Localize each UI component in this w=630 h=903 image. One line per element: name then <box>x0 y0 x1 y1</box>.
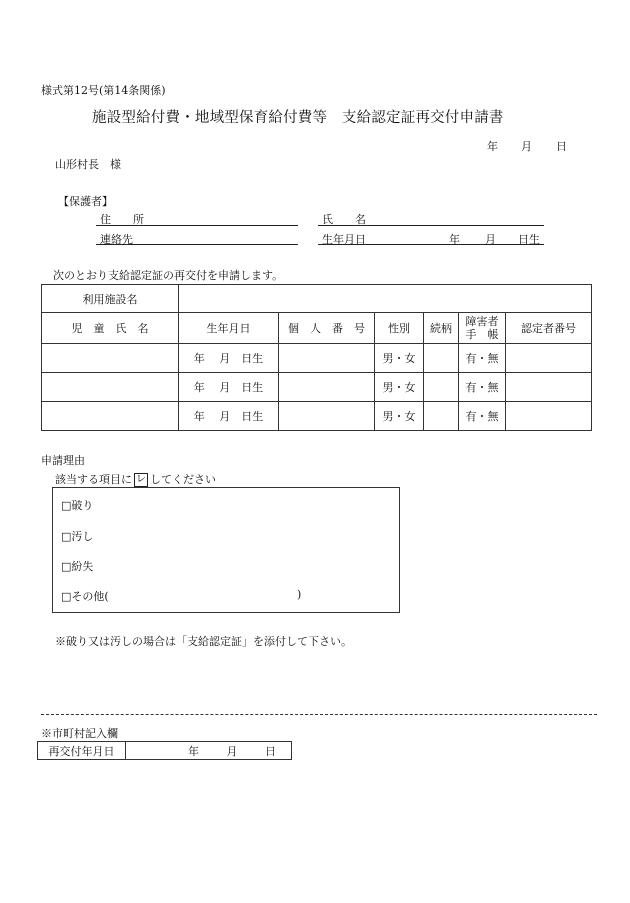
table-header-row <box>42 313 592 344</box>
personal-no-cell[interactable] <box>279 373 375 402</box>
reason-instruction-after: してください <box>150 473 216 486</box>
children-table <box>41 284 592 431</box>
reason-instruction <box>55 471 216 487</box>
name-label: 氏 名 <box>322 213 366 226</box>
facility-label: 利用施設名 <box>42 285 179 313</box>
form-number: 様式第12号(第14条関係) <box>41 84 166 97</box>
option-soiled[interactable]: □汚し <box>61 530 94 543</box>
option-other[interactable]: □その他( <box>61 590 109 603</box>
address-label: 住 所 <box>100 213 144 226</box>
birth-year: 年 <box>449 233 460 246</box>
date-day: 日 <box>556 140 567 153</box>
contact-field[interactable] <box>96 244 298 245</box>
child-name-cell[interactable] <box>42 402 179 431</box>
table-row <box>42 344 592 373</box>
header-cert-no: 認定者番号 <box>506 313 592 344</box>
name-field[interactable] <box>318 225 544 226</box>
document-title: 施設型給付費・地域型保育給付費等 支給認定証再交付申請書 <box>92 110 504 126</box>
birth-day: 日生 <box>518 233 540 246</box>
attachment-note: ※破り又は汚しの場合は「支給認定証」を添付して下さい。 <box>55 635 352 648</box>
reissue-year: 年 <box>188 744 199 758</box>
relation-cell[interactable] <box>424 373 459 402</box>
contact-label: 連絡先 <box>100 233 133 246</box>
reissue-day: 日 <box>265 744 276 758</box>
addressee: 山形村長 様 <box>55 158 121 171</box>
cut-line <box>41 714 597 715</box>
date-month: 月 <box>521 140 532 153</box>
reissue-date-field[interactable] <box>126 742 292 760</box>
header-disability <box>459 313 506 344</box>
check-mark-icon: レ <box>136 474 146 485</box>
sex-cell[interactable]: 男・女 <box>375 402 424 431</box>
table-row <box>42 402 592 431</box>
birth-cell[interactable]: 年 月 日生 <box>179 402 279 431</box>
intro-text: 次のとおり支給認定証の再交付を申請します。 <box>53 269 284 282</box>
sex-cell[interactable]: 男・女 <box>375 344 424 373</box>
header-sex: 性別 <box>375 313 424 344</box>
facility-name-field[interactable] <box>179 285 592 313</box>
personal-no-cell[interactable] <box>279 402 375 431</box>
option-lost[interactable]: □紛失 <box>61 560 94 573</box>
table-row <box>42 373 592 402</box>
reason-instruction-before: 該当する項目に <box>55 473 132 486</box>
child-name-cell[interactable] <box>42 373 179 402</box>
header-disability-line1: 障害者 <box>465 315 499 328</box>
disability-cell[interactable]: 有・無 <box>459 344 506 373</box>
header-disability-line2: 手 帳 <box>465 328 499 341</box>
birth-label: 生年月日 <box>322 233 366 246</box>
cert-no-cell[interactable] <box>506 373 592 402</box>
sex-cell[interactable]: 男・女 <box>375 373 424 402</box>
reissue-date-label: 再交付年月日 <box>38 742 126 760</box>
header-birth: 生年月日 <box>179 313 279 344</box>
disability-cell[interactable]: 有・無 <box>459 402 506 431</box>
relation-cell[interactable] <box>424 402 459 431</box>
office-use-label: ※市町村記入欄 <box>41 727 118 740</box>
birth-cell[interactable]: 年 月 日生 <box>179 344 279 373</box>
reason-label: 申請理由 <box>41 454 85 467</box>
birth-field[interactable] <box>318 244 544 245</box>
reissue-date-table <box>37 741 292 760</box>
relation-cell[interactable] <box>424 344 459 373</box>
birth-cell[interactable]: 年 月 日生 <box>179 373 279 402</box>
reissue-month: 月 <box>226 744 238 758</box>
birth-month: 月 <box>485 233 496 246</box>
guardian-section-label: 【保護者】 <box>58 195 113 208</box>
address-field[interactable] <box>96 225 298 226</box>
disability-cell[interactable]: 有・無 <box>459 373 506 402</box>
child-name-cell[interactable] <box>42 344 179 373</box>
personal-no-cell[interactable] <box>279 344 375 373</box>
facility-row <box>42 285 592 313</box>
header-relation: 続柄 <box>424 313 459 344</box>
cert-no-cell[interactable] <box>506 402 592 431</box>
option-other-close: ) <box>297 588 302 601</box>
date-year: 年 <box>487 140 498 153</box>
option-torn[interactable]: □破り <box>61 499 94 512</box>
header-personal-no: 個 人 番 号 <box>279 313 375 344</box>
header-child-name: 児 童 氏 名 <box>42 313 179 344</box>
cert-no-cell[interactable] <box>506 344 592 373</box>
